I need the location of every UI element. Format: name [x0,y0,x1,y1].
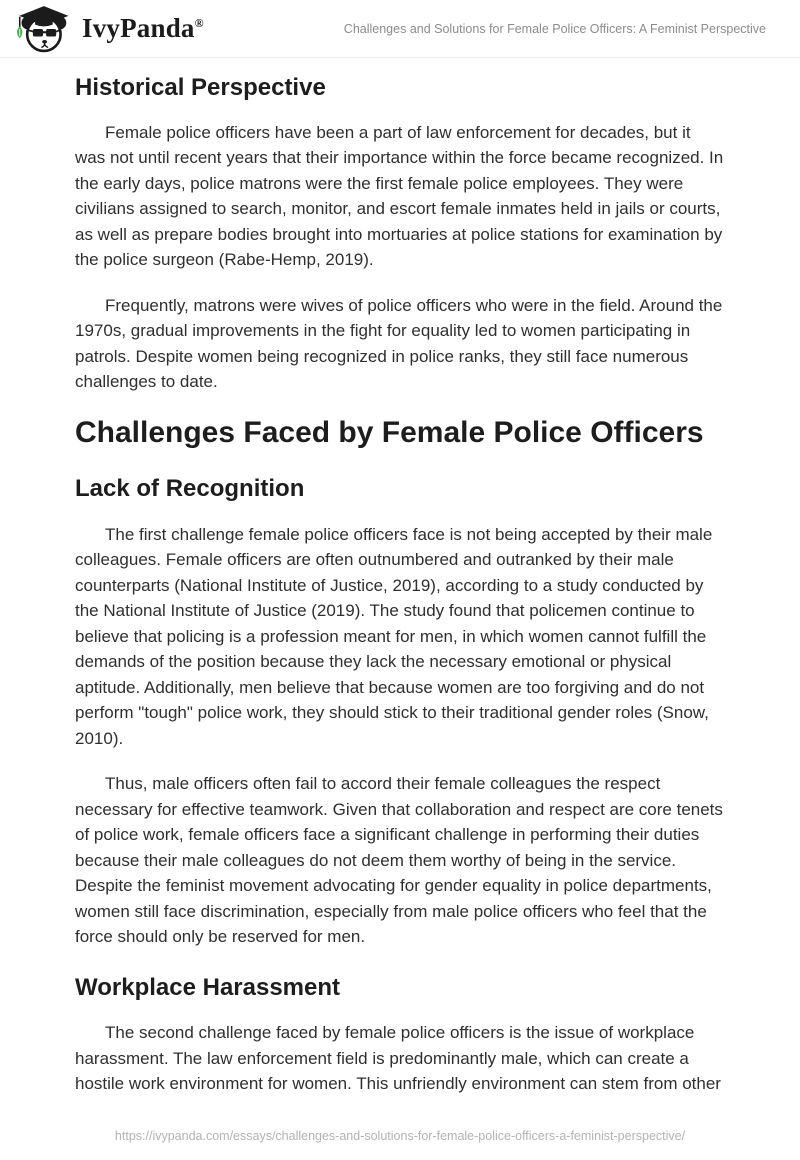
paragraph: The second challenge faced by female police officers is the issue of workplace harassment. The law enforcement field is predominantly male, which can create a hostile work environment for women. This unfriendly environment can stem from other [75,1023,721,1094]
article-content [0,58,800,1097]
page-header [0,0,800,58]
paragraph: Thus, male officers often fail to accord their female colleagues the respect necessary for effective teamwork. Given that collaboration and respect are core tenets of police work, female officers face a significant challenge in performing their duties because their male colleagues do not deem them worthy of being in the service. Despite the feminist movement advocating for gender equality in police departments, women still face discrimination, especially from male police officers who feel that the force should only be reserved for men. [75,774,723,947]
paragraph: Female police officers have been a part of law enforcement for decades, but it was not until recent years that their importance within the force became recognized. In the early days, police matrons were the first female police employees. They were civilians assigned to search, monitor, and escort female inmates held in jails or courts, as well as prepare bodies brought into mortuaries at police stations for examination by the police surgeon (Rabe-Hemp, 2019). [75,122,724,270]
paragraph: The first challenge female police officers face is not being accepted by their male colleagues. Female officers are often outnumbered and outranked by their male counterparts (National Institute of Justice, 2019), according to a study conducted by the National Institute of Justice (2019). The study found that policemen continue to believe that policing is a profession meant for men, in which women cannot fulfill the demands of the position because they lack the necessary emotional or physical aptitude. Additionally, men believe that because women are too forgiving and do not perform "tough" police work, they should stick to their traditional gender roles (Snow, 2010). [75,524,713,748]
heading-lack-of-recognition: Lack of Recognition [75,474,305,502]
source-url-link[interactable]: https://ivypanda.com/essays/challenges-and-solutions-for-female-police-officers-a-feminist-perspective/ [114,1129,686,1143]
brand-name: IvyPanda® [82,13,204,43]
page-footer [0,1127,800,1145]
ivypanda-brand [14,4,204,54]
heading-workplace-harassment: Workplace Harassment [75,973,341,1001]
panda-graduation-cap-icon [14,4,72,54]
heading-historical-perspective: Historical Perspective [75,74,326,101]
paragraph: Frequently, matrons were wives of police officers who were in the field. Around the 1970s, gradual improvements in the fight for equality led to women participating in patrols. Despite women being recognized in police ranks, they still face numerous challenges to date. [75,295,723,392]
heading-challenges-faced: Challenges Faced by Female Police Officers [75,415,704,449]
registered-trademark: ® [194,16,204,30]
header-document-title: Challenges and Solutions for Female Police Officers: A Feminist Perspective [343,21,766,36]
